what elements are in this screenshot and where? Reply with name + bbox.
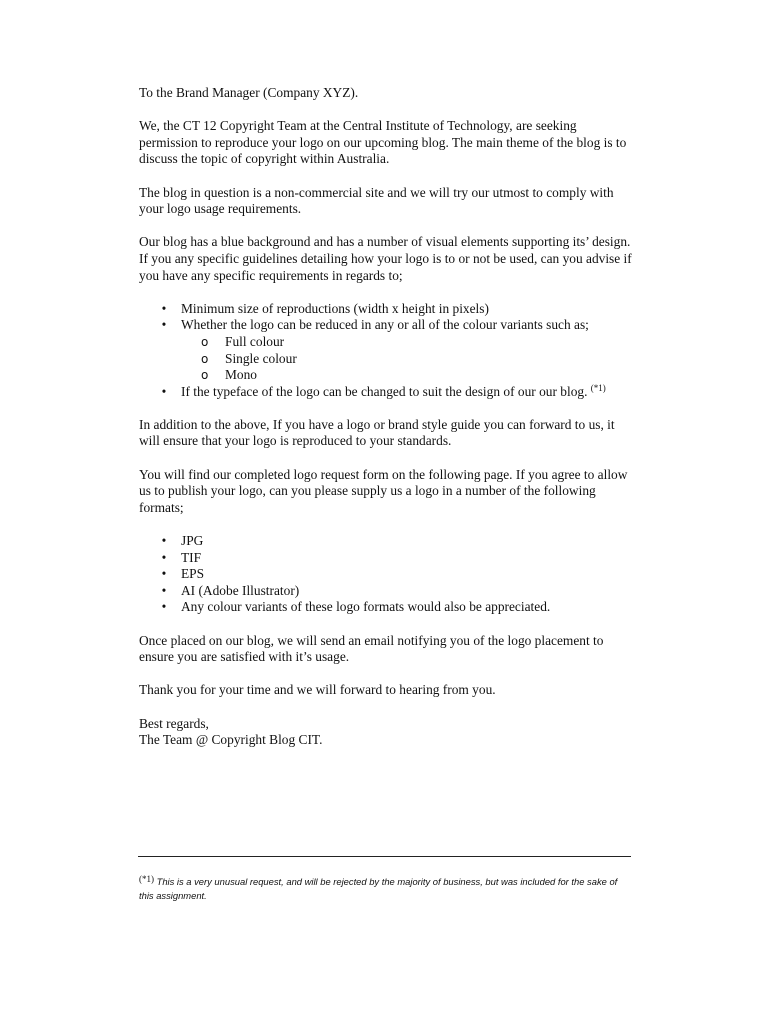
list-item-text: Full colour bbox=[225, 333, 285, 349]
colour-variants-list bbox=[181, 334, 634, 384]
paragraph-style-guide: In addition to the above, If you have a logo or brand style guide you can forward to us, it will ensure that your logo is reproduced to your standards. bbox=[139, 416, 615, 449]
bullet-icon: • bbox=[161, 533, 167, 549]
footnote-divider bbox=[138, 856, 631, 857]
paragraph-requirements: Our blog has a blue background and has a number of visual elements supporting its’ design. If you any specific guidelines detailing how your logo is to or not be used, can you advise if you have any specific requirements in regards to; bbox=[139, 234, 632, 283]
paragraph-notification: Once placed on our blog, we will send an email notifying you of the logo placement to ensure you are satisfied with it’s usage. bbox=[139, 632, 604, 665]
paragraph-formats: You will find our completed logo request form on the following page. If you agree to allow us to publish your logo, can you please supply us a logo in a number of the following formats; bbox=[139, 466, 628, 515]
list-item-text: If the typeface of the logo can be changed to suit the design of our our blog. bbox=[181, 383, 588, 399]
list-item bbox=[139, 533, 634, 550]
list-item-text: Single colour bbox=[225, 350, 297, 366]
footnote-mark: (*1) bbox=[139, 874, 154, 884]
list-item-text: Mono bbox=[225, 367, 257, 383]
list-item bbox=[181, 367, 634, 384]
list-item-text: JPG bbox=[181, 533, 204, 549]
bullet-icon: • bbox=[161, 566, 167, 582]
list-item bbox=[139, 301, 634, 318]
bullet-icon: • bbox=[161, 599, 167, 615]
list-item-text: Any colour variants of these logo formats would also be appreciated. bbox=[181, 599, 551, 615]
requirements-list bbox=[139, 301, 634, 401]
bullet-icon: • bbox=[161, 582, 167, 598]
footnote bbox=[139, 873, 629, 902]
paragraph-intro: We, the CT 12 Copyright Team at the Central Institute of Technology, are seeking permission to reproduce your logo on our upcoming blog. The main theme of the blog is to discuss the topic of copyright within Australia. bbox=[139, 118, 627, 167]
list-item bbox=[139, 599, 634, 616]
bullet-icon: • bbox=[161, 549, 167, 565]
list-item bbox=[139, 384, 634, 401]
list-item bbox=[139, 550, 634, 567]
list-item bbox=[139, 317, 634, 383]
list-item-text: AI (Adobe Illustrator) bbox=[181, 582, 300, 598]
list-item bbox=[181, 334, 634, 351]
bullet-icon: • bbox=[161, 300, 167, 316]
paragraph-thanks: Thank you for your time and we will forward to hearing from you. bbox=[139, 682, 496, 698]
list-item bbox=[139, 583, 634, 600]
circle-bullet-icon: o bbox=[201, 334, 209, 349]
list-item bbox=[139, 566, 634, 583]
list-item-text: Minimum size of reproductions (width x height in pixels) bbox=[181, 300, 489, 316]
footnote-text: This is a very unusual request, and will be rejected by the majority of business, but was included for the sake of this assignment. bbox=[139, 876, 618, 901]
list-item-text: EPS bbox=[181, 566, 205, 582]
bullet-icon: • bbox=[161, 383, 167, 399]
paragraph-non-commercial: The blog in question is a non-commercial site and we will try our utmost to comply with your logo usage requirements. bbox=[139, 184, 614, 217]
circle-bullet-icon: o bbox=[201, 351, 209, 366]
letter-body bbox=[139, 85, 634, 765]
footnote-reference: (*1) bbox=[590, 382, 606, 393]
list-item bbox=[181, 351, 634, 368]
closing: Best regards, bbox=[139, 715, 209, 731]
formats-list bbox=[139, 533, 634, 616]
signature: The Team @ Copyright Blog CIT. bbox=[139, 732, 323, 748]
circle-bullet-icon: o bbox=[201, 368, 209, 383]
bullet-icon: • bbox=[161, 317, 167, 333]
list-item-text: Whether the logo can be reduced in any or all of the colour variants such as; bbox=[181, 317, 589, 333]
salutation: To the Brand Manager (Company XYZ). bbox=[139, 85, 359, 100]
list-item-text: TIF bbox=[181, 549, 202, 565]
